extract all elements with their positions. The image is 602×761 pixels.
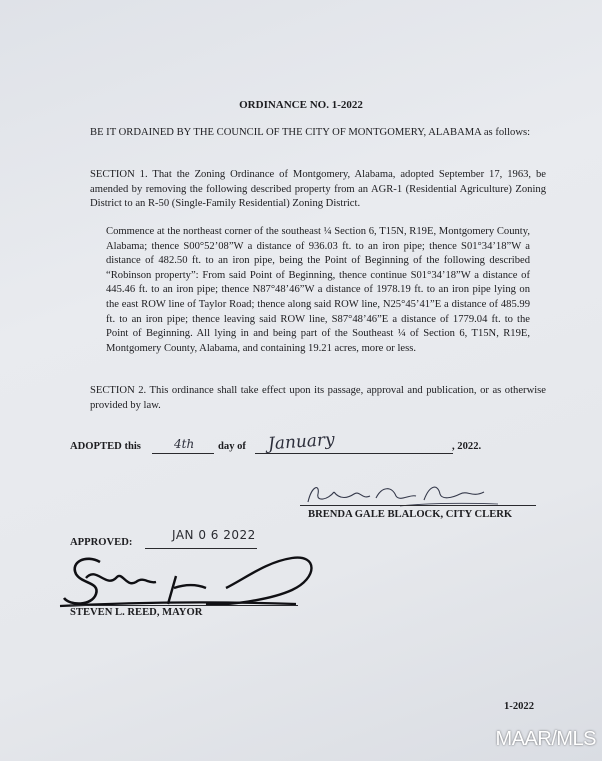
section-1-paragraph: SECTION 1. That the Zoning Ordinance of Montgomery, Alabama, adopted September 17, 1963, be amended by removing the following described property from an AGR-1 (Residential Agriculture) Zoning District to an R-50 (Single-Family Residential) Zoning District. [90,169,546,210]
section-2-paragraph: SECTION 2. This ordinance shall take effect upon its passage, approval and publication, or as otherwise provided by law. [90,385,546,411]
adopted-year: , 2022. [452,441,482,452]
ordinance-title: ORDINANCE NO. 1-2022 [239,99,363,111]
adopted-label: ADOPTED this [70,441,141,452]
adopted-day-line [152,453,214,454]
legal-description-paragraph: Commence at the northeast corner of the southeast ¼ Section 6, T15N, R19E, Montgomery County, Alabama; thence S00°52’08”W a distance of 936.03 ft. to an iron pipe; thence S01°34’18”W a distance of 482.50 ft. to an iron pipe, being the Point of Beginning of the following described “Robinson property”: From said Point of Beginning, thence continue S01°34’18”W a distance of 445.46 ft. to an iron pipe; thence N87°48’46”W a distance of 1978.19 ft. to an iron pipe lying on the east ROW line of Taylor Road; thence along said ROW line, N25°45’41”E a distance of 485.99 ft. to an iron pipe; thence leaving said ROW line, S87°48’46”E a distance of 1779.04 ft. to the Point of Beginning. All lying in and being part of the Southeast ¼ of Section 6, T15N, R19E, Montgomery County, Alabama, and containing 19.21 acres, more or less. [106,226,530,354]
ordained-paragraph: BE IT ORDAINED BY THE COUNCIL OF THE CITY OF MONTGOMERY, ALABAMA as follows: [90,127,531,138]
footer-ordinance-number: 1-2022 [504,701,535,712]
adopted-day-handwritten: 4th [174,437,195,451]
approved-label: APPROVED: [70,537,133,548]
mayor-name: STEVEN L. REED, MAYOR [70,607,203,618]
clerk-signature-line [300,505,536,506]
clerk-name: BRENDA GALE BLALOCK, CITY CLERK [308,509,513,520]
day-of-label: day of [218,441,246,452]
approved-date-stamp: JAN 0 6 2022 [172,528,256,542]
mls-watermark: MAAR/MLS [495,728,596,750]
adopted-month-handwritten: January [267,429,336,455]
